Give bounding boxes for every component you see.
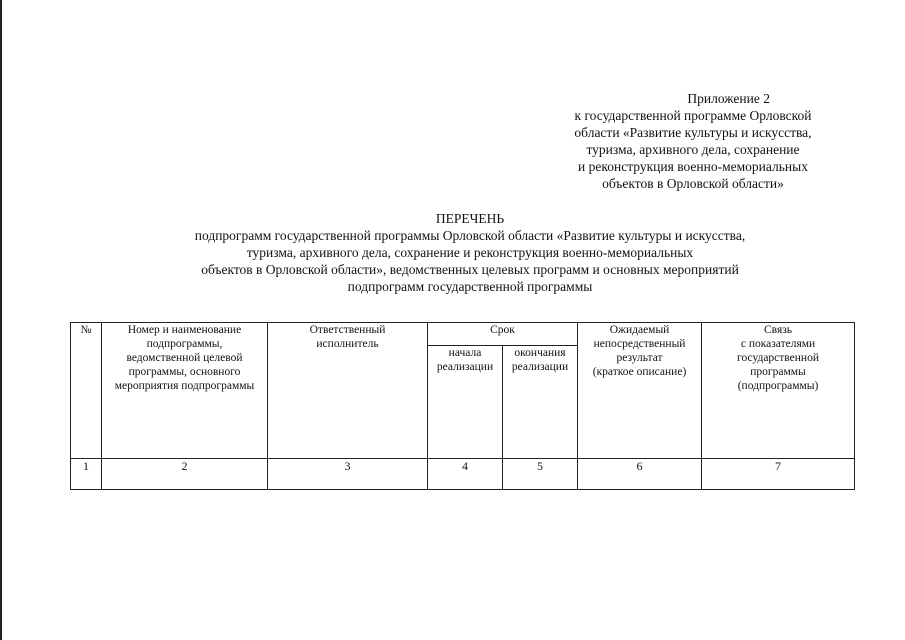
column-number: 3 <box>268 459 428 490</box>
heading-line: объектов в Орловской области», ведомственных целевых программ и основных мероприятий <box>201 262 739 277</box>
column-number-row <box>71 459 855 490</box>
heading-line: подпрограмм государственной программы Орловской области «Развитие культуры и искусства, <box>194 228 746 243</box>
appendix-line: области «Развитие культуры и искусства, <box>574 125 812 140</box>
header-link: Связь с показателями государственной программы (подпрограммы) <box>702 323 855 459</box>
column-number: 2 <box>102 459 268 490</box>
heading-line: туризма, архивного дела, сохранение и реконструкция военно-мемориальных <box>246 245 694 260</box>
heading-title: ПЕРЕЧЕНЬ <box>435 211 505 226</box>
appendix-title: Приложение 2 <box>687 91 770 106</box>
appendix-line: и реконструкция военно-мемориальных <box>578 159 808 174</box>
appendix-line: объектов в Орловской области» <box>602 176 784 191</box>
appendix-line: к государственной программе Орловской <box>574 108 812 123</box>
header-row <box>71 323 855 346</box>
document-heading <box>100 210 840 295</box>
page-left-edge <box>0 0 2 640</box>
header-no: № <box>71 323 102 459</box>
header-term-start: начала реализации <box>428 346 503 459</box>
appendix-line: туризма, архивного дела, сохранение <box>586 142 800 157</box>
header-result: Ожидаемый непосредственный результат (краткое описание) <box>578 323 702 459</box>
subprograms-table <box>70 322 855 490</box>
column-number: 6 <box>578 459 702 490</box>
column-number: 7 <box>702 459 855 490</box>
header-name: Номер и наименование подпрограммы, ведомственной целевой программы, основного мероприятия подпрограммы <box>102 323 268 459</box>
column-number: 4 <box>428 459 503 490</box>
heading-line: подпрограмм государственной программы <box>347 279 593 294</box>
header-term: Срок <box>428 323 578 346</box>
column-number: 5 <box>503 459 578 490</box>
header-executor: Ответственный исполнитель <box>268 323 428 459</box>
header-term-end: окончания реализации <box>503 346 578 459</box>
appendix-block <box>548 90 838 192</box>
column-number: 1 <box>71 459 102 490</box>
